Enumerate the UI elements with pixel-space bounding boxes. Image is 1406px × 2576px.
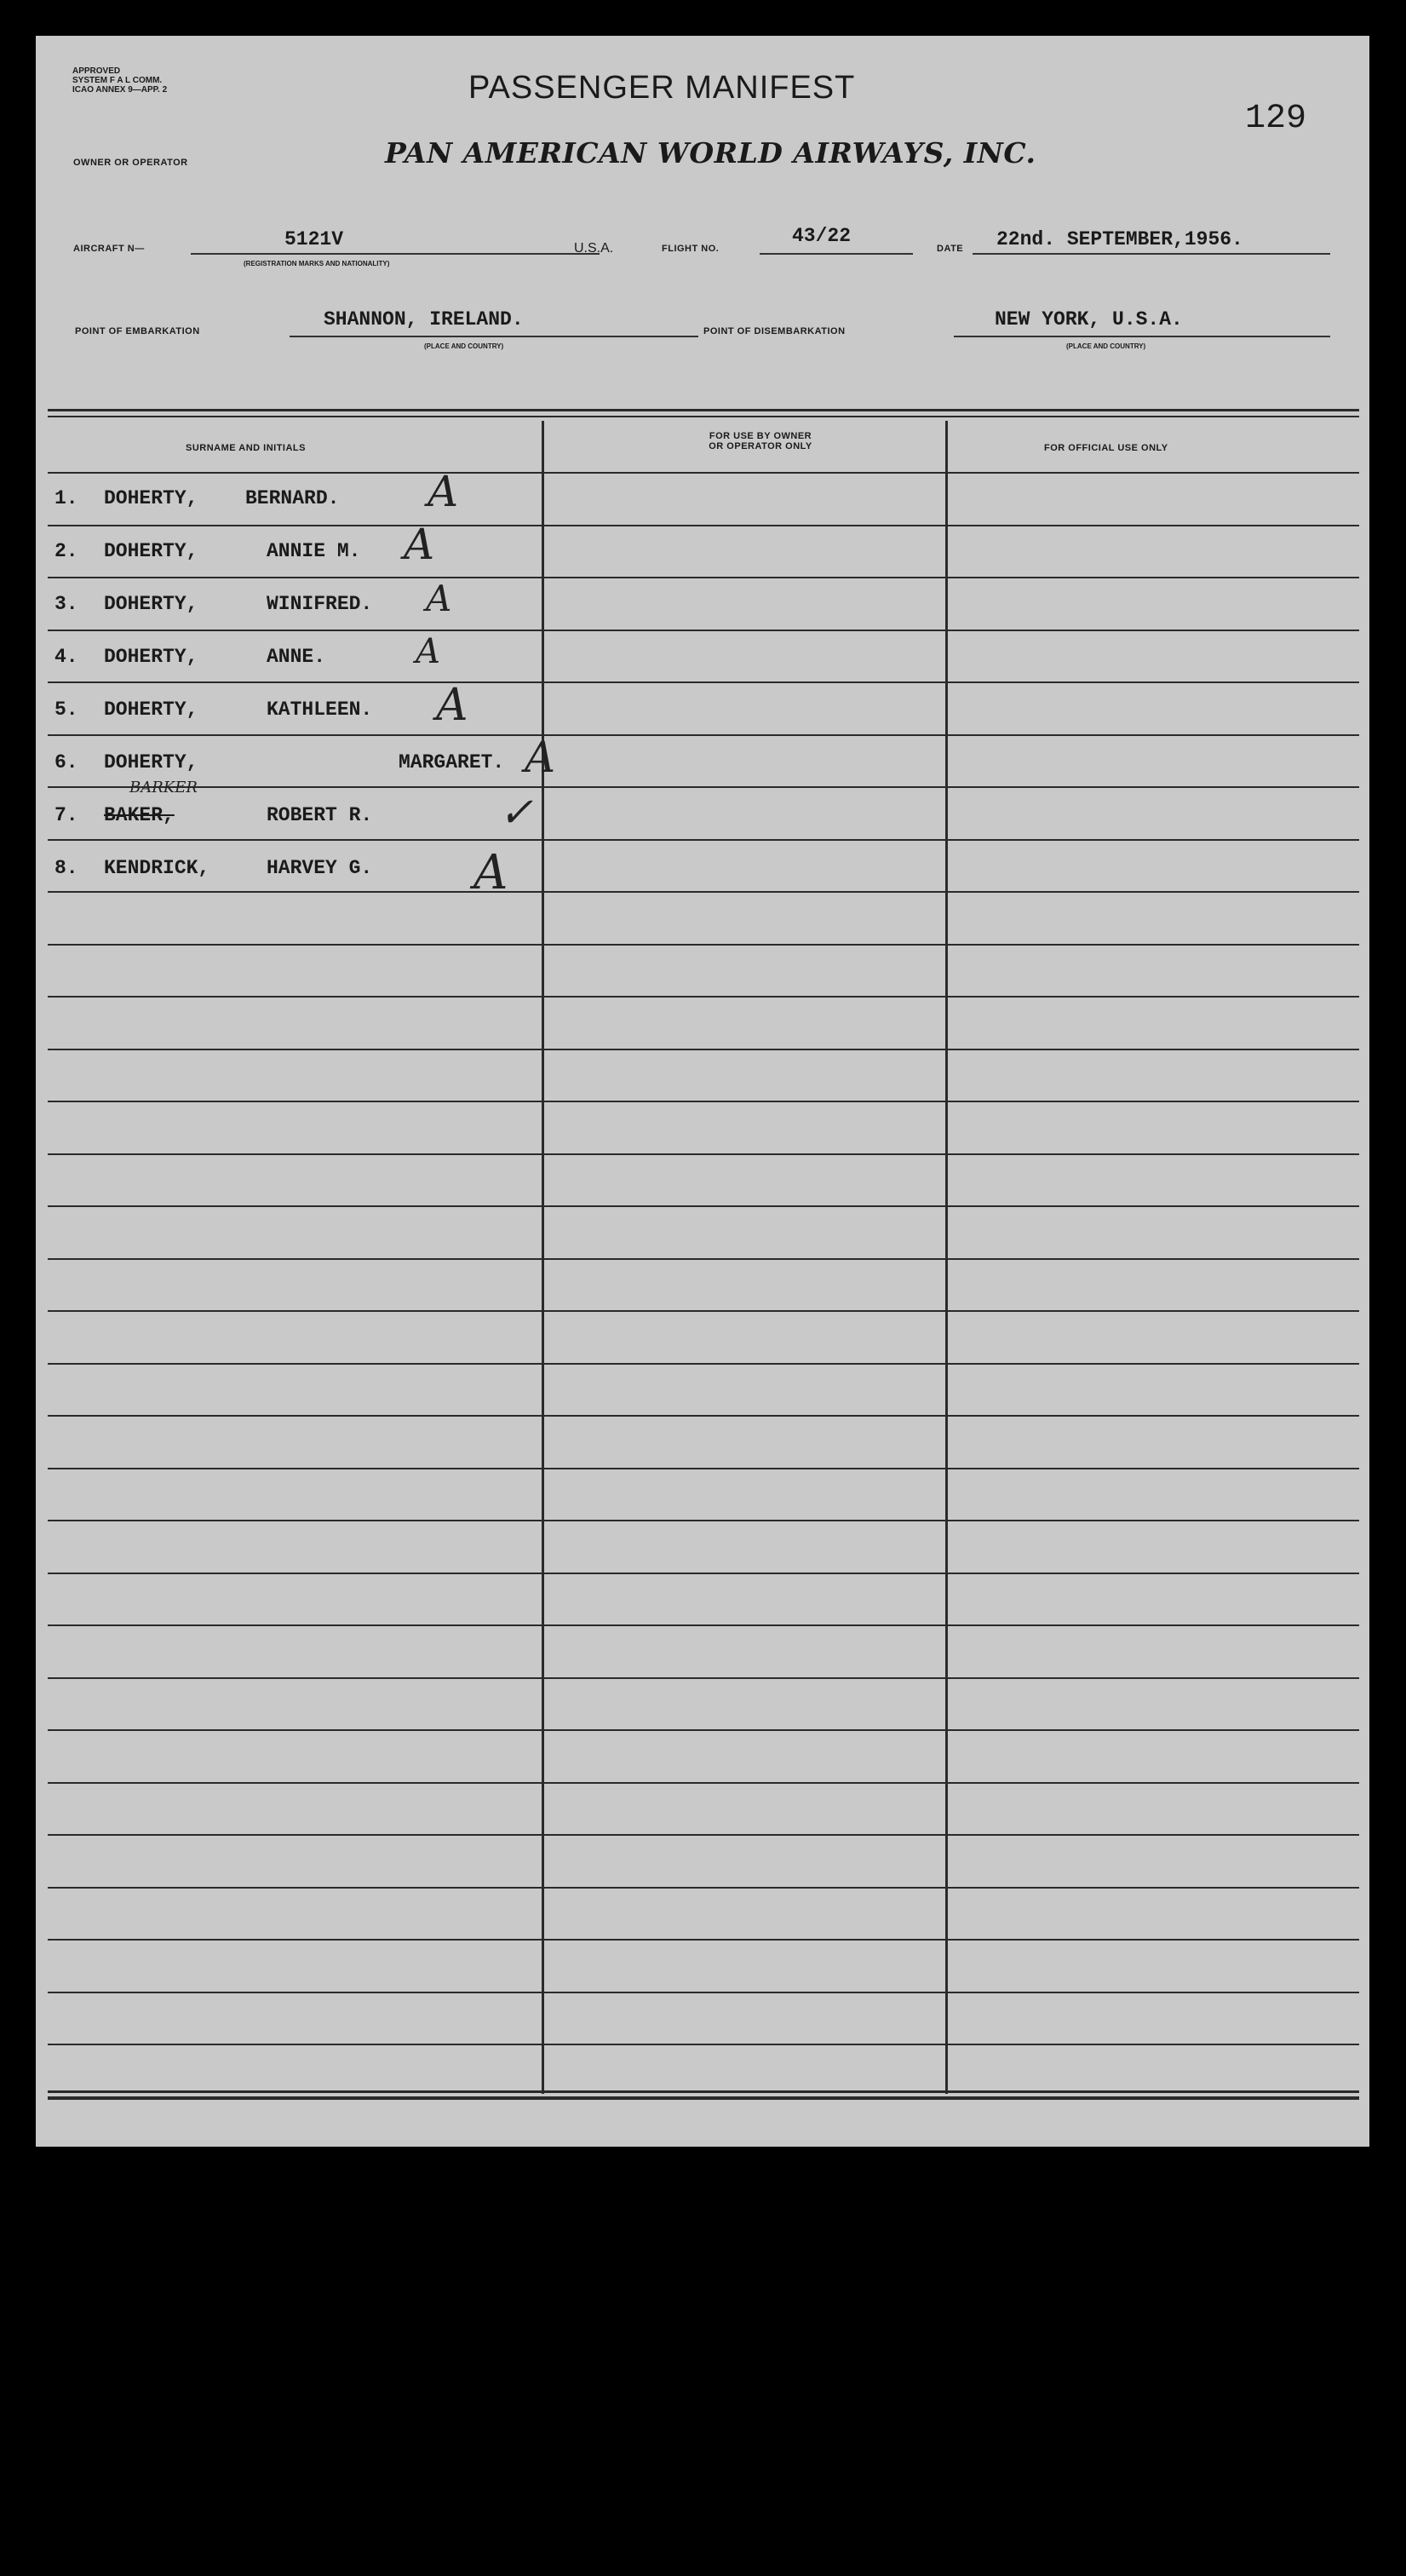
row-rule <box>48 1677 1359 1679</box>
row-rule <box>48 1153 1359 1155</box>
column-divider <box>542 421 544 2094</box>
disembarkation-label: POINT OF DISEMBARKATION <box>703 326 846 336</box>
passenger-number: 1. <box>55 487 78 509</box>
row-rule <box>48 2044 1359 2045</box>
flight-value: 43/22 <box>792 225 852 247</box>
passenger-given-name: KATHLEEN. <box>267 699 373 721</box>
date-value: 22nd. SEPTEMBER,1956. <box>996 228 1243 250</box>
embarkation-caption: (PLACE AND COUNTRY) <box>424 342 504 350</box>
row-rule <box>48 996 1359 998</box>
column-divider <box>945 421 948 2094</box>
disembarkation-value: NEW YORK, U.S.A. <box>995 308 1183 331</box>
row-rule <box>48 1992 1359 1993</box>
passenger-surname: DOHERTY, <box>104 593 198 615</box>
handwritten-mark: A <box>404 520 435 569</box>
footer-rule <box>48 2097 1359 2100</box>
aircraft-label: AIRCRAFT N— <box>73 244 145 254</box>
row-rule <box>48 1939 1359 1941</box>
passenger-surname: DOHERTY, <box>104 540 198 562</box>
passenger-surname: DOHERTY, <box>104 751 198 773</box>
row-rule <box>48 1782 1359 1784</box>
row-rule <box>48 577 1359 578</box>
checkmark: ✓ <box>499 789 534 837</box>
passenger-given-name: ROBERT R. <box>267 804 373 826</box>
disembarkation-caption: (PLACE AND COUNTRY) <box>1066 342 1146 350</box>
passenger-given-name: BERNARD. <box>245 487 340 509</box>
row-rule <box>48 944 1359 946</box>
column-header-owner-use <box>654 431 867 451</box>
embarkation-underline <box>290 336 698 337</box>
handwritten-mark: A <box>473 845 508 900</box>
disembarkation-underline <box>954 336 1330 337</box>
column-header-official: FOR OFFICIAL USE ONLY <box>1044 443 1168 453</box>
usa-label: U.S.A. <box>574 241 614 256</box>
embarkation-value: SHANNON, IRELAND. <box>324 308 524 331</box>
passenger-surname: DOHERTY, <box>104 699 198 721</box>
row-rule <box>48 1468 1359 1469</box>
passenger-number: 7. <box>55 804 78 826</box>
column-header-surname: SURNAME AND INITIALS <box>186 443 306 453</box>
handwritten-mark: A <box>525 733 556 782</box>
aircraft-value: 5121V <box>284 228 344 250</box>
row-rule <box>48 681 1359 683</box>
passenger-number: 3. <box>55 593 78 615</box>
row-rule <box>48 1415 1359 1417</box>
approval-line: SYSTEM F A L COMM. <box>72 76 163 85</box>
row-rule <box>48 1887 1359 1889</box>
row-rule <box>48 734 1359 736</box>
scan-background <box>0 2147 1406 2576</box>
date-underline <box>973 253 1330 255</box>
row-rule <box>48 1101 1359 1102</box>
row-rule <box>48 1205 1359 1207</box>
passenger-given-name: ANNE. <box>267 646 326 668</box>
date-label: DATE <box>937 244 964 254</box>
handwritten-mark: A <box>426 578 452 619</box>
passenger-given-name: WINIFRED. <box>267 593 373 615</box>
page-title: PASSENGER MANIFEST <box>468 70 856 106</box>
header-top-rule <box>48 409 1359 411</box>
handwritten-correction: BARKER <box>129 779 198 796</box>
passenger-surname: BAKER, <box>104 804 175 826</box>
approval-line: APPROVED <box>72 66 121 76</box>
passenger-number: 6. <box>55 751 78 773</box>
manifest-sheet <box>36 36 1369 2147</box>
row-rule <box>48 1624 1359 1626</box>
flight-underline <box>760 253 913 255</box>
row-rule <box>48 1310 1359 1312</box>
column-header-line: FOR USE BY OWNER <box>709 431 812 441</box>
approval-block <box>72 66 167 95</box>
handwritten-mark: A <box>416 632 440 671</box>
row-rule <box>48 1258 1359 1260</box>
page-number: 129 <box>1245 100 1307 138</box>
row-rule <box>48 1520 1359 1521</box>
row-rule <box>48 1729 1359 1731</box>
handwritten-mark: A <box>436 680 468 731</box>
column-header-line: OR OPERATOR ONLY <box>709 441 812 451</box>
row-rule <box>48 1049 1359 1050</box>
passenger-number: 2. <box>55 540 78 562</box>
row-rule <box>48 525 1359 526</box>
row-rule <box>48 839 1359 841</box>
row-rule <box>48 1573 1359 1574</box>
row-rule <box>48 786 1359 788</box>
header-top-rule <box>48 416 1359 417</box>
aircraft-underline <box>191 253 600 255</box>
passenger-surname: DOHERTY, <box>104 646 198 668</box>
passenger-surname: KENDRICK, <box>104 857 210 879</box>
passenger-number: 8. <box>55 857 78 879</box>
registration-caption: (REGISTRATION MARKS AND NATIONALITY) <box>244 260 390 267</box>
row-rule <box>48 630 1359 631</box>
owner-label: OWNER OR OPERATOR <box>73 158 188 168</box>
embarkation-label: POINT OF EMBARKATION <box>75 326 200 336</box>
passenger-given-name: MARGARET. <box>399 751 505 773</box>
passenger-given-name: ANNIE M. <box>267 540 361 562</box>
handwritten-mark: A <box>428 467 459 516</box>
row-rule <box>48 891 1359 893</box>
passenger-number: 5. <box>55 699 78 721</box>
airline-name: PAN AMERICAN WORLD AIRWAYS, INC. <box>385 136 1036 170</box>
passenger-given-name: HARVEY G. <box>267 857 373 879</box>
row-rule <box>48 1363 1359 1365</box>
flight-label: FLIGHT NO. <box>662 244 720 254</box>
passenger-number: 4. <box>55 646 78 668</box>
passenger-surname: DOHERTY, <box>104 487 198 509</box>
row-rule <box>48 1834 1359 1836</box>
row-rule <box>48 472 1359 474</box>
footer-rule <box>48 2090 1359 2093</box>
approval-line: ICAO ANNEX 9—APP. 2 <box>72 85 168 95</box>
